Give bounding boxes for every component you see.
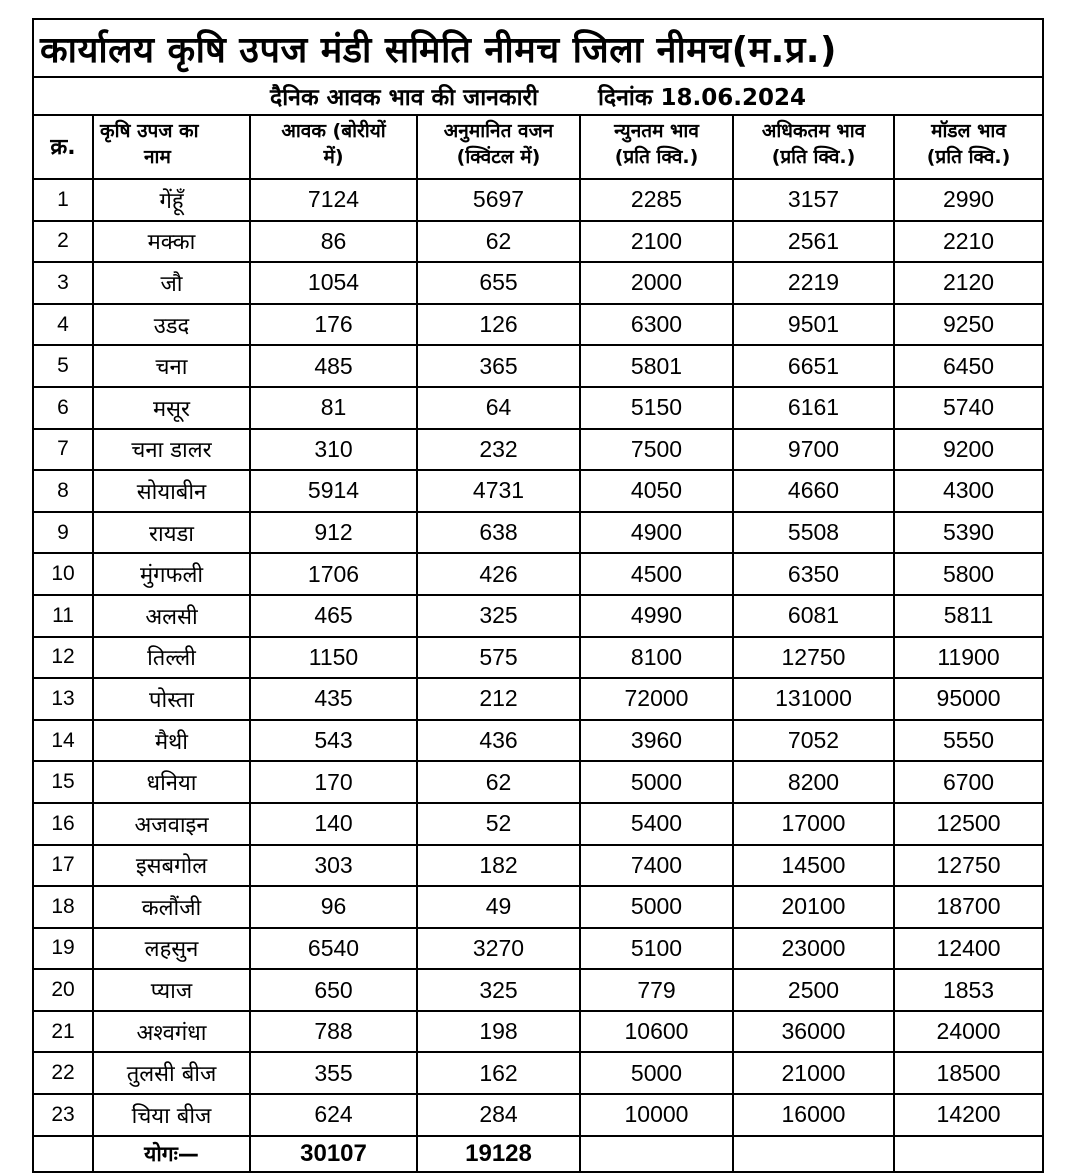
cell-crop-name: चिया बीज — [93, 1094, 250, 1136]
cell-max-price: 21000 — [733, 1052, 894, 1094]
cell-arrival: 485 — [250, 345, 417, 387]
cell-serial: 18 — [33, 886, 93, 928]
table-row — [33, 637, 1043, 679]
report-date: 18.06.2024 — [660, 85, 807, 111]
cell-modal-price: 24000 — [894, 1011, 1043, 1053]
cell-modal-price: 2210 — [894, 221, 1043, 263]
cell-modal-price: 12500 — [894, 803, 1043, 845]
cell-modal-price: 9200 — [894, 429, 1043, 471]
daily-arrival-price-table — [32, 18, 1044, 1173]
header-arrival-line2: में) — [323, 146, 344, 168]
cell-arrival: 912 — [250, 512, 417, 554]
table-row — [33, 845, 1043, 887]
cell-serial: 15 — [33, 761, 93, 803]
cell-crop-name: मक्का — [93, 221, 250, 263]
cell-modal-price: 9250 — [894, 304, 1043, 346]
header-serial: क्र. — [33, 115, 93, 179]
table-row — [33, 221, 1043, 263]
cell-crop-name: मसूर — [93, 387, 250, 429]
cell-min-price: 10000 — [580, 1094, 733, 1136]
cell-crop-name: जौ — [93, 262, 250, 304]
cell-serial: 12 — [33, 637, 93, 679]
cell-modal-price: 5811 — [894, 595, 1043, 637]
cell-weight: 638 — [417, 512, 580, 554]
header-weight-line2: (क्विंटल में) — [456, 146, 541, 168]
cell-weight: 325 — [417, 595, 580, 637]
table-row — [33, 304, 1043, 346]
cell-modal-price: 1853 — [894, 969, 1043, 1011]
table-row — [33, 262, 1043, 304]
total-empty-serial — [33, 1136, 93, 1172]
cell-weight: 365 — [417, 345, 580, 387]
cell-min-price: 5000 — [580, 761, 733, 803]
cell-weight: 64 — [417, 387, 580, 429]
cell-min-price: 4500 — [580, 553, 733, 595]
cell-weight: 5697 — [417, 179, 580, 221]
cell-serial: 22 — [33, 1052, 93, 1094]
cell-max-price: 36000 — [733, 1011, 894, 1053]
cell-weight: 52 — [417, 803, 580, 845]
header-modal-price — [894, 115, 1043, 179]
table-row — [33, 387, 1043, 429]
cell-max-price: 20100 — [733, 886, 894, 928]
cell-serial: 4 — [33, 304, 93, 346]
cell-max-price: 23000 — [733, 928, 894, 970]
total-label: योगः— — [93, 1136, 250, 1172]
cell-max-price: 2219 — [733, 262, 894, 304]
total-arrival: 30107 — [250, 1136, 417, 1172]
cell-max-price: 131000 — [733, 678, 894, 720]
cell-weight: 655 — [417, 262, 580, 304]
cell-weight: 426 — [417, 553, 580, 595]
header-modal-line2: (प्रति क्वि.) — [926, 146, 1011, 168]
cell-max-price: 2500 — [733, 969, 894, 1011]
table-row — [33, 678, 1043, 720]
cell-max-price: 5508 — [733, 512, 894, 554]
table-row — [33, 429, 1043, 471]
header-weight — [417, 115, 580, 179]
cell-serial: 19 — [33, 928, 93, 970]
cell-crop-name: प्याज — [93, 969, 250, 1011]
header-min-line2: (प्रति क्वि.) — [614, 146, 699, 168]
cell-serial: 9 — [33, 512, 93, 554]
cell-crop-name: धनिया — [93, 761, 250, 803]
cell-serial: 23 — [33, 1094, 93, 1136]
cell-serial: 17 — [33, 845, 93, 887]
header-crop-line1: कृषि उपज का — [100, 120, 199, 142]
cell-weight: 62 — [417, 761, 580, 803]
table-row — [33, 886, 1043, 928]
cell-arrival: 81 — [250, 387, 417, 429]
cell-min-price: 4050 — [580, 470, 733, 512]
cell-weight: 284 — [417, 1094, 580, 1136]
total-row — [33, 1136, 1043, 1172]
cell-crop-name: उडद — [93, 304, 250, 346]
total-empty-min — [580, 1136, 733, 1172]
cell-max-price: 12750 — [733, 637, 894, 679]
cell-arrival: 7124 — [250, 179, 417, 221]
cell-max-price: 14500 — [733, 845, 894, 887]
cell-modal-price: 5800 — [894, 553, 1043, 595]
cell-arrival: 1706 — [250, 553, 417, 595]
cell-arrival: 310 — [250, 429, 417, 471]
cell-modal-price: 6450 — [894, 345, 1043, 387]
cell-arrival: 170 — [250, 761, 417, 803]
cell-serial: 16 — [33, 803, 93, 845]
cell-weight: 3270 — [417, 928, 580, 970]
cell-crop-name: मुंगफली — [93, 553, 250, 595]
cell-modal-price: 4300 — [894, 470, 1043, 512]
cell-serial: 3 — [33, 262, 93, 304]
cell-modal-price: 6700 — [894, 761, 1043, 803]
cell-modal-price: 12400 — [894, 928, 1043, 970]
cell-modal-price: 5390 — [894, 512, 1043, 554]
header-max-price — [733, 115, 894, 179]
cell-serial: 7 — [33, 429, 93, 471]
cell-min-price: 7400 — [580, 845, 733, 887]
cell-serial: 20 — [33, 969, 93, 1011]
cell-arrival: 5914 — [250, 470, 417, 512]
cell-modal-price: 2990 — [894, 179, 1043, 221]
cell-min-price: 2000 — [580, 262, 733, 304]
cell-crop-name: अजवाइन — [93, 803, 250, 845]
cell-arrival: 1150 — [250, 637, 417, 679]
cell-min-price: 10600 — [580, 1011, 733, 1053]
cell-arrival: 543 — [250, 720, 417, 762]
cell-arrival: 624 — [250, 1094, 417, 1136]
cell-max-price: 4660 — [733, 470, 894, 512]
cell-max-price: 6161 — [733, 387, 894, 429]
cell-min-price: 4900 — [580, 512, 733, 554]
cell-crop-name: अलसी — [93, 595, 250, 637]
table-row — [33, 179, 1043, 221]
cell-max-price: 8200 — [733, 761, 894, 803]
cell-min-price: 5000 — [580, 886, 733, 928]
cell-crop-name: रायडा — [93, 512, 250, 554]
cell-min-price: 3960 — [580, 720, 733, 762]
cell-modal-price: 12750 — [894, 845, 1043, 887]
cell-min-price: 5400 — [580, 803, 733, 845]
office-title: कार्यालय कृषि उपज मंडी समिति नीमच जिला नीमच(म.प्र.) — [33, 19, 1043, 77]
header-max-line1: अधिकतम भाव — [761, 120, 866, 142]
column-header-row — [33, 115, 1043, 179]
cell-weight: 49 — [417, 886, 580, 928]
cell-min-price: 7500 — [580, 429, 733, 471]
header-max-line2: (प्रति क्वि.) — [771, 146, 856, 168]
cell-modal-price: 14200 — [894, 1094, 1043, 1136]
cell-crop-name: लहसुन — [93, 928, 250, 970]
cell-serial: 1 — [33, 179, 93, 221]
table-row — [33, 595, 1043, 637]
cell-arrival: 1054 — [250, 262, 417, 304]
cell-min-price: 2100 — [580, 221, 733, 263]
table-row — [33, 1052, 1043, 1094]
header-min-line1: न्युनतम भाव — [614, 120, 699, 142]
cell-crop-name: पोस्ता — [93, 678, 250, 720]
table-row — [33, 345, 1043, 387]
cell-crop-name: तिल्ली — [93, 637, 250, 679]
table-row — [33, 928, 1043, 970]
cell-modal-price: 5740 — [894, 387, 1043, 429]
cell-min-price: 4990 — [580, 595, 733, 637]
cell-min-price: 6300 — [580, 304, 733, 346]
table-row — [33, 803, 1043, 845]
cell-arrival: 650 — [250, 969, 417, 1011]
cell-modal-price: 11900 — [894, 637, 1043, 679]
date-label: दिनांक — [597, 85, 653, 111]
cell-modal-price: 5550 — [894, 720, 1043, 762]
cell-modal-price: 18500 — [894, 1052, 1043, 1094]
cell-weight: 182 — [417, 845, 580, 887]
cell-arrival: 96 — [250, 886, 417, 928]
cell-serial: 10 — [33, 553, 93, 595]
cell-crop-name: सोयाबीन — [93, 470, 250, 512]
table-row — [33, 1094, 1043, 1136]
cell-arrival: 140 — [250, 803, 417, 845]
cell-min-price: 5000 — [580, 1052, 733, 1094]
cell-crop-name: अश्वगंधा — [93, 1011, 250, 1053]
cell-min-price: 5100 — [580, 928, 733, 970]
cell-serial: 13 — [33, 678, 93, 720]
cell-modal-price: 2120 — [894, 262, 1043, 304]
cell-crop-name: इसबगोल — [93, 845, 250, 887]
cell-max-price: 7052 — [733, 720, 894, 762]
header-crop-name — [93, 115, 250, 179]
cell-max-price: 9501 — [733, 304, 894, 346]
cell-arrival: 465 — [250, 595, 417, 637]
cell-weight: 198 — [417, 1011, 580, 1053]
cell-crop-name: मैथी — [93, 720, 250, 762]
table-row — [33, 761, 1043, 803]
cell-serial: 5 — [33, 345, 93, 387]
cell-max-price: 6350 — [733, 553, 894, 595]
table-row — [33, 969, 1043, 1011]
table-row — [33, 1011, 1043, 1053]
cell-weight: 62 — [417, 221, 580, 263]
table-row — [33, 553, 1043, 595]
cell-max-price: 9700 — [733, 429, 894, 471]
cell-min-price: 5150 — [580, 387, 733, 429]
header-crop-line2: नाम — [144, 146, 171, 168]
report-subtitle-row — [33, 77, 1043, 115]
cell-arrival: 86 — [250, 221, 417, 263]
cell-max-price: 2561 — [733, 221, 894, 263]
cell-serial: 11 — [33, 595, 93, 637]
header-arrival — [250, 115, 417, 179]
table-row — [33, 512, 1043, 554]
cell-min-price: 779 — [580, 969, 733, 1011]
cell-weight: 4731 — [417, 470, 580, 512]
cell-arrival: 303 — [250, 845, 417, 887]
cell-weight: 436 — [417, 720, 580, 762]
cell-weight: 162 — [417, 1052, 580, 1094]
cell-modal-price: 18700 — [894, 886, 1043, 928]
cell-crop-name: तुलसी बीज — [93, 1052, 250, 1094]
cell-max-price: 17000 — [733, 803, 894, 845]
cell-arrival: 435 — [250, 678, 417, 720]
cell-min-price: 72000 — [580, 678, 733, 720]
cell-serial: 2 — [33, 221, 93, 263]
header-modal-line1: मॉडल भाव — [931, 120, 1006, 142]
cell-weight: 575 — [417, 637, 580, 679]
cell-max-price: 16000 — [733, 1094, 894, 1136]
cell-arrival: 6540 — [250, 928, 417, 970]
cell-crop-name: कलौंजी — [93, 886, 250, 928]
mandi-report-sheet — [32, 18, 1042, 1173]
total-empty-modal — [894, 1136, 1043, 1172]
cell-weight: 212 — [417, 678, 580, 720]
cell-min-price: 8100 — [580, 637, 733, 679]
cell-weight: 126 — [417, 304, 580, 346]
cell-serial: 14 — [33, 720, 93, 762]
crop-rows — [33, 179, 1043, 1136]
header-min-price — [580, 115, 733, 179]
cell-serial: 6 — [33, 387, 93, 429]
cell-weight: 232 — [417, 429, 580, 471]
header-arrival-line1: आवक (बोरीयों — [281, 120, 386, 142]
total-weight: 19128 — [417, 1136, 580, 1172]
total-empty-max — [733, 1136, 894, 1172]
cell-crop-name: चना — [93, 345, 250, 387]
cell-min-price: 2285 — [580, 179, 733, 221]
header-weight-line1: अनुमानित वजन — [443, 120, 554, 142]
cell-min-price: 5801 — [580, 345, 733, 387]
cell-arrival: 176 — [250, 304, 417, 346]
cell-modal-price: 95000 — [894, 678, 1043, 720]
table-row — [33, 470, 1043, 512]
cell-arrival: 788 — [250, 1011, 417, 1053]
table-row — [33, 720, 1043, 762]
cell-serial: 8 — [33, 470, 93, 512]
report-subtitle: दैनिक आवक भाव की जानकारी — [270, 85, 538, 111]
cell-max-price: 6651 — [733, 345, 894, 387]
cell-crop-name: चना डालर — [93, 429, 250, 471]
cell-crop-name: गेंहूँ — [93, 179, 250, 221]
cell-weight: 325 — [417, 969, 580, 1011]
cell-serial: 21 — [33, 1011, 93, 1053]
cell-max-price: 3157 — [733, 179, 894, 221]
cell-arrival: 355 — [250, 1052, 417, 1094]
cell-max-price: 6081 — [733, 595, 894, 637]
